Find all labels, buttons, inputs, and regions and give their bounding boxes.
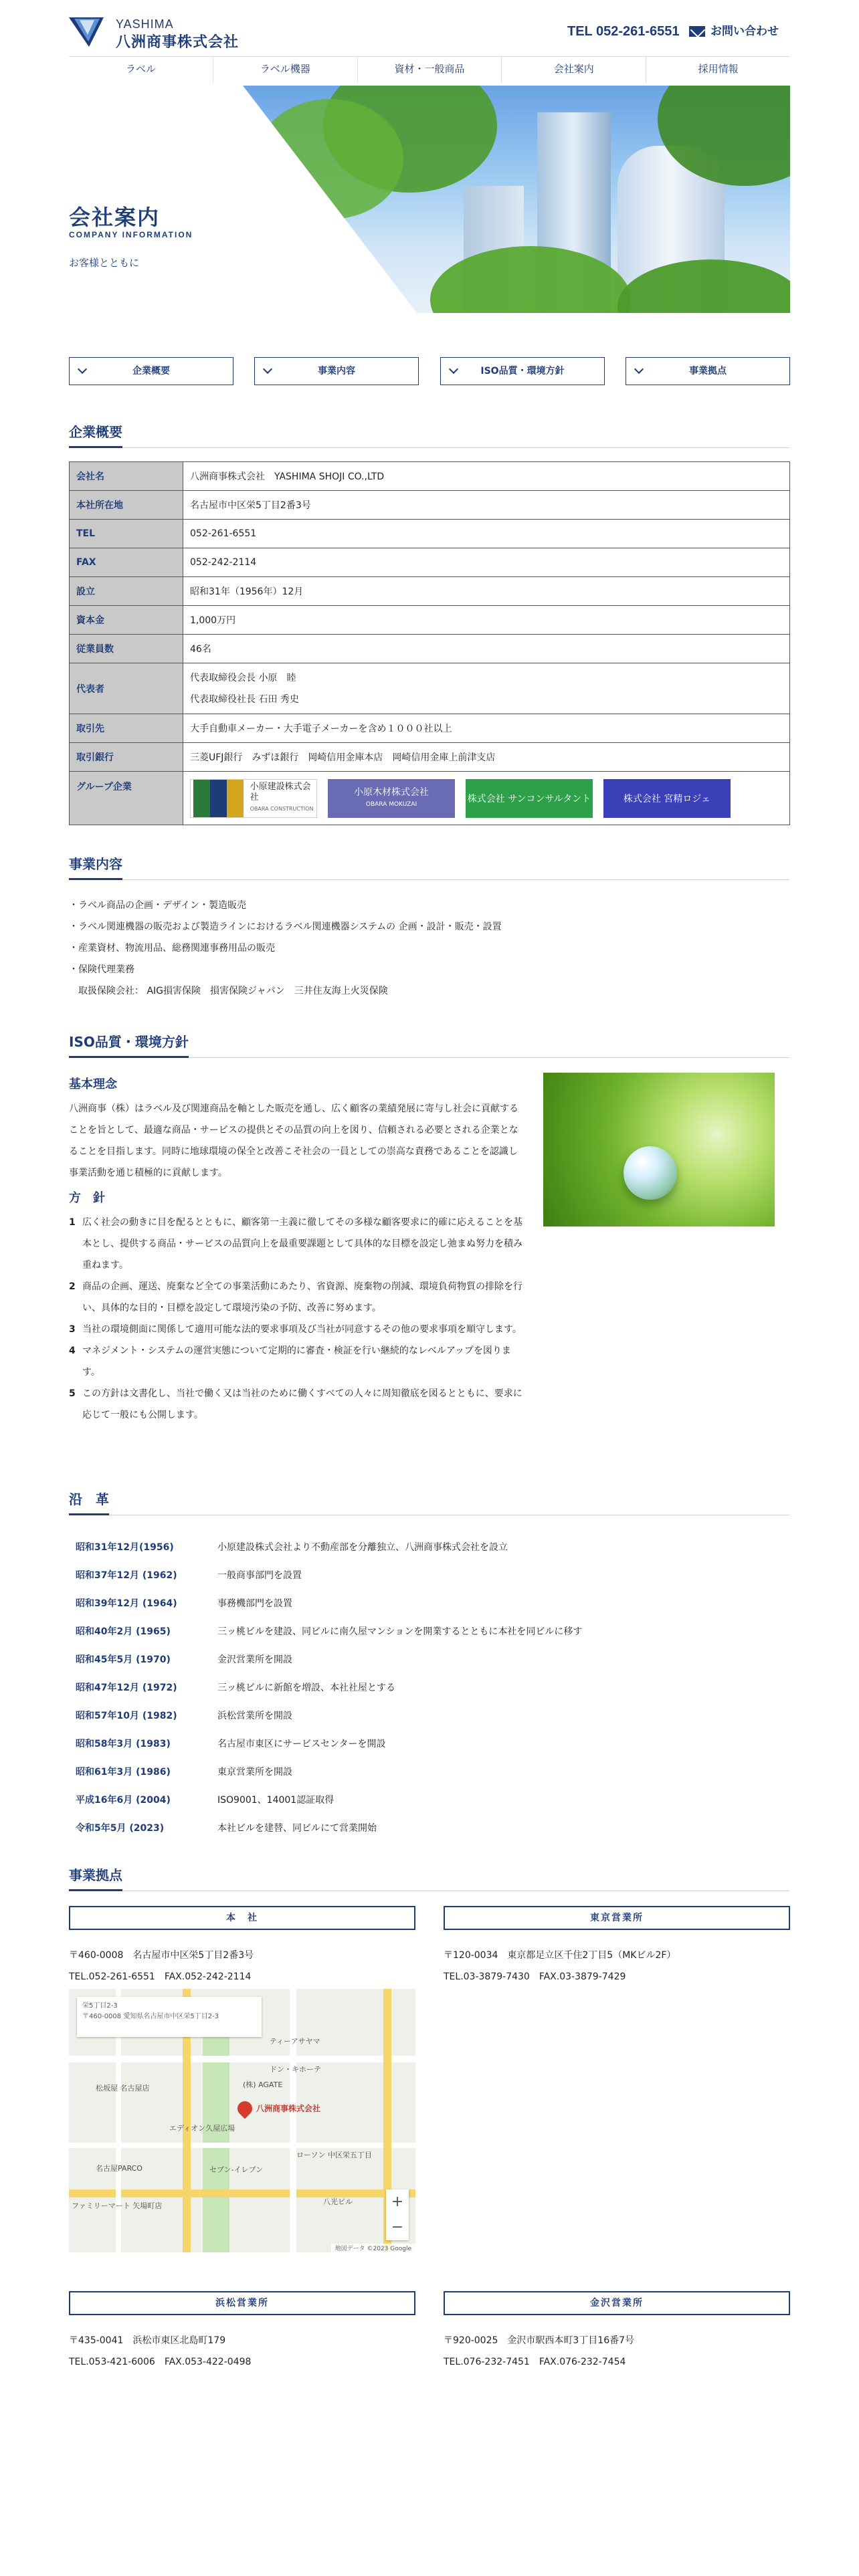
history-year: 令和5年5月 (2023) — [76, 1823, 165, 1834]
table-row — [69, 1561, 790, 1589]
group-name — [250, 782, 316, 815]
anchor-offices-button[interactable] — [626, 357, 790, 385]
table-key: 資本金 — [70, 606, 183, 635]
table-value: 46名 — [183, 635, 790, 663]
table-row — [70, 663, 790, 714]
history-event: 三ッ桃ビルに新館を増設、本社社屋とする — [217, 1683, 395, 1693]
section-heading-overview — [69, 421, 790, 448]
office-address-block — [444, 2330, 790, 2373]
office-tel: TEL.03-3879-7430 FAX.03-3879-7429 — [444, 1971, 626, 1982]
table-value — [183, 663, 790, 714]
google-map[interactable] — [69, 1989, 415, 2252]
contact-link[interactable] — [689, 21, 779, 40]
table-value: 昭和31年（1956年）12月 — [183, 577, 790, 606]
representative-president: 代表取締役社長 石田 秀史 — [190, 693, 299, 705]
policy-text: この方針は文書化し、当社で働く又は当社のために働くすべての人々に周知徹底を図るとともに、要求に応じて一般にも公開します。 — [82, 1388, 522, 1420]
nav-item-label-equipment[interactable]: ラベル機器 — [213, 57, 358, 83]
table-value: 1,000万円 — [183, 606, 790, 635]
table-row — [70, 520, 790, 548]
office-tel: TEL.052-261-6551 FAX.052-242-2114 — [69, 1971, 252, 1982]
history-event: 一般商事部門を設置 — [217, 1570, 302, 1581]
policy-number: 3 — [69, 1324, 76, 1335]
table-key: FAX — [70, 548, 183, 577]
chevron-down-icon — [78, 364, 87, 374]
policy-text: 広く社会の動きに目を配るとともに、顧客第一主義に徹してその多様な顧客要求に的確に応えることを基本とし、提供する商品・サービスの品質向上を最重要課題として具体的な目標を設定し弛まぬ努力を積み重ねます。 — [82, 1217, 522, 1271]
history-table — [69, 1533, 790, 1842]
site-header — [0, 0, 859, 53]
map-road — [290, 1989, 296, 2252]
list-item — [69, 1212, 524, 1276]
group-logo-sun-consultant[interactable] — [466, 779, 593, 818]
map-info-title: 栄5丁目2-3 — [82, 2002, 118, 2010]
section-heading-text: 事業内容 — [69, 853, 122, 880]
logo-stripe-icon — [210, 780, 227, 817]
table-row — [70, 548, 790, 577]
header-tel[interactable]: TEL 052-261-6551 — [567, 24, 680, 39]
history-event: 金沢営業所を開設 — [217, 1654, 292, 1665]
list-item: 取扱保険会社： AIG損害保険 損害保険ジャパン 三井住友海上火災保険 — [69, 986, 388, 996]
table-row — [69, 1645, 790, 1673]
table-key: 代表者 — [70, 663, 183, 714]
chevron-down-icon — [263, 364, 272, 374]
table-row — [70, 772, 790, 825]
map-label: ファミリーマート 矢場町店 — [72, 2202, 163, 2210]
office-tel: TEL.076-232-7451 FAX.076-232-7454 — [444, 2357, 626, 2367]
table-value: 大手自動車メーカー・大手電子メーカーを含め１０００社以上 — [183, 714, 790, 743]
basic-principle-text: 八洲商事（株）はラベル及び関連商品を軸とした販売を通し、広く顧客の業績発展に寄与し社会に貢献することを旨として、最適な商品・サービスの提供とその品質の向上を図り、信頼される必要とされる企業となることを目指します。同時に地球環境の保全と改善こそ社会の一員としての崇高な責務であることを認識し事業活動を通じ積極的に貢献します。 — [69, 1103, 518, 1178]
envelope-icon — [689, 26, 705, 37]
page-tagline: お客様とともに — [69, 257, 140, 269]
representative-chairman: 代表取締役会長 小原 睦 — [190, 672, 296, 683]
history-event: 本社ビルを建替、同ビルにて営業開始 — [217, 1823, 377, 1834]
logo-en: YASHIMA — [116, 17, 174, 31]
policy-number: 4 — [69, 1346, 76, 1356]
group-logo-miyasei[interactable] — [603, 779, 731, 818]
map-label: セブン-イレブン — [209, 2165, 264, 2174]
company-table — [69, 461, 790, 825]
history-event: 事務機部門を設置 — [217, 1598, 292, 1609]
history-event: 浜松営業所を開設 — [217, 1711, 292, 1721]
table-value: 052-242-2114 — [183, 548, 790, 577]
iso-globe-image — [543, 1073, 775, 1226]
group-logo-obara-mokuzai[interactable] — [328, 779, 455, 818]
office-tel: TEL.053-421-6006 FAX.053-422-0498 — [69, 2357, 252, 2367]
office-kanazawa — [444, 2291, 790, 2373]
anchor-label: ISO品質・環境方針 — [480, 366, 565, 377]
map-label: ドン・キホーテ — [270, 2065, 321, 2074]
table-row — [70, 635, 790, 663]
office-tokyo — [444, 1906, 790, 1988]
logo-stripe-icon — [193, 780, 210, 817]
section-heading-text: ISO品質・環境方針 — [69, 1031, 189, 1058]
group-name-text: 小原木材株式会社 — [354, 786, 429, 798]
office-address-block — [69, 2330, 415, 2373]
section-heading-text: 事業拠点 — [69, 1864, 122, 1891]
anchor-label: 事業内容 — [318, 366, 355, 377]
table-value: 八洲商事株式会社 YASHIMA SHOJI CO.,LTD — [183, 462, 790, 491]
list-item: ・保険代理業務 — [69, 964, 134, 975]
table-row — [69, 1786, 790, 1814]
list-item: ・産業資材、物流用品、総務関連事務用品の販売 — [69, 943, 275, 954]
history-year: 昭和57年10月 (1982) — [76, 1711, 177, 1721]
history-year: 昭和58年3月 (1983) — [76, 1739, 171, 1749]
list-item — [69, 1340, 524, 1383]
map-label: (株) AGATE — [243, 2080, 283, 2089]
section-heading-business — [69, 853, 790, 880]
table-row — [70, 577, 790, 606]
global-nav — [69, 56, 790, 83]
page-subtitle: COMPANY INFORMATION — [69, 230, 193, 239]
map-label: ローソン 中区栄五丁目 — [296, 2151, 373, 2159]
section-heading-iso — [69, 1031, 790, 1058]
zoom-out-button[interactable]: − — [391, 2219, 404, 2236]
office-address-block — [444, 1945, 790, 1988]
history-event: 東京営業所を開設 — [217, 1767, 292, 1778]
table-value: 052-261-6551 — [183, 520, 790, 548]
map-pin-label: 八洲商事株式会社 — [256, 2104, 321, 2113]
table-key: 会社名 — [70, 462, 183, 491]
anchor-business-button[interactable] — [254, 357, 419, 385]
anchor-label: 企業概要 — [132, 366, 170, 377]
globe-icon — [624, 1146, 677, 1200]
table-row — [70, 606, 790, 635]
table-row — [70, 491, 790, 520]
map-attribution: 地図データ ©2023 Google — [331, 2244, 415, 2252]
policy-number: 2 — [69, 1281, 76, 1292]
group-name-text: 小原建設株式会社 — [250, 782, 311, 802]
contact-label: お問い合わせ — [710, 25, 779, 38]
table-key: 本社所在地 — [70, 491, 183, 520]
history-year: 昭和40年2月 (1965) — [76, 1626, 171, 1637]
group-companies — [183, 772, 790, 825]
table-row — [69, 1617, 790, 1645]
table-key: グループ企業 — [70, 772, 183, 825]
logo-stripe-icon — [227, 780, 244, 817]
map-zoom-control — [386, 2189, 409, 2240]
chevron-down-icon — [634, 364, 644, 374]
nav-item-recruit[interactable]: 採用情報 — [698, 63, 739, 75]
table-row — [70, 462, 790, 491]
table-key: 設立 — [70, 577, 183, 606]
anchor-iso-button[interactable] — [440, 357, 605, 385]
table-key: 従業員数 — [70, 635, 183, 663]
group-logo-obara-kensetsu[interactable] — [190, 779, 317, 818]
history-year: 昭和39年12月 (1964) — [76, 1598, 177, 1609]
map-label: 松坂屋 名古屋店 — [96, 2084, 150, 2092]
history-year: 昭和61年3月 (1986) — [76, 1767, 171, 1778]
policy-text: マネジメント・システムの運営実態について定期的に審査・検証を行い継続的なレベルアップを図ります。 — [82, 1346, 511, 1378]
map-info-card[interactable] — [77, 1997, 262, 2037]
table-row — [69, 1533, 790, 1561]
office-hamamatsu — [69, 2291, 415, 2373]
section-heading-history — [69, 1489, 790, 1515]
section-heading-offices — [69, 1864, 790, 1891]
table-row — [69, 1729, 790, 1757]
group-sub-text: OBARA CONSTRUCTION — [250, 806, 314, 812]
basic-principle-title: 基本理念 — [69, 1077, 117, 1091]
logo-mark-icon — [69, 17, 104, 47]
chevron-down-icon — [449, 364, 458, 374]
office-name: 東京営業所 — [444, 1906, 790, 1930]
history-year: 昭和31年12月(1956) — [76, 1542, 174, 1553]
history-event: 名古屋市東区にサービスセンターを開設 — [217, 1739, 386, 1749]
office-address: 〒120-0034 東京都足立区千住2丁目5（MKビル2F） — [444, 1950, 676, 1961]
policy-number: 5 — [69, 1388, 76, 1399]
office-address-block — [69, 1945, 415, 1988]
office-address: 〒460-0008 名古屋市中区栄5丁目2番3号 — [69, 1950, 254, 1961]
table-row — [70, 743, 790, 772]
office-name: 浜松営業所 — [69, 2291, 415, 2315]
business-list — [69, 895, 790, 1002]
policy-list — [69, 1212, 524, 1426]
policy-text: 当社の環境側面に関係して適用可能な法的要求事項及び当社が同意するその他の要求事項を順守します。 — [82, 1324, 522, 1335]
table-key: 取引先 — [70, 714, 183, 743]
table-value: 三菱UFJ銀行 みずほ銀行 岡崎信用金庫本店 岡崎信用金庫上前津支店 — [183, 743, 790, 772]
table-key: TEL — [70, 520, 183, 548]
history-year: 昭和47年12月 (1972) — [76, 1683, 177, 1693]
zoom-in-button[interactable]: + — [391, 2193, 404, 2210]
nav-item-label[interactable]: ラベル — [69, 57, 213, 83]
map-label: エディオン久屋広場 — [169, 2124, 235, 2133]
policy-text: 商品の企画、運送、廃棄など全ての事業活動にあたり、省資源、廃棄物の削減、環境負荷物質の排除を行い、具体的な目的・目標を設定して環境汚染の予防、改善に努めます。 — [82, 1281, 522, 1313]
table-row — [69, 1673, 790, 1701]
iso-policy — [69, 1074, 524, 1426]
group-name-text: 株式会社 サンコンサルタント — [467, 793, 591, 804]
table-value: 名古屋市中区栄5丁目2番3号 — [183, 491, 790, 520]
nav-item-materials[interactable]: 資材・一般商品 — [358, 57, 502, 83]
section-heading-text: 企業概要 — [69, 421, 122, 448]
table-row — [69, 1701, 790, 1729]
history-event: ISO9001、14001認証取得 — [217, 1795, 335, 1806]
company-logo[interactable] — [69, 15, 270, 49]
table-row — [69, 1757, 790, 1786]
table-row — [69, 1589, 790, 1617]
map-label: 名古屋PARCO — [96, 2164, 142, 2173]
history-event: 三ッ桃ビルを建設、同ビルに南久屋マンションを開業するとともに本社を同ビルに移す — [217, 1626, 583, 1637]
history-year: 昭和37年12月 (1962) — [76, 1570, 177, 1581]
map-info-address: 〒460-0008 愛知県名古屋市中区栄5丁目2-3 — [82, 2013, 219, 2020]
list-item — [69, 1319, 524, 1340]
office-name: 本 社 — [69, 1906, 415, 1930]
nav-item-company[interactable]: 会社案内 — [502, 57, 646, 83]
policy-title: 方 針 — [69, 1191, 105, 1205]
office-address: 〒920-0025 金沢市駅西本町3丁目16番7号 — [444, 2335, 635, 2346]
section-anchors — [69, 357, 790, 385]
group-sub-text: OBARA MOKUZAI — [365, 800, 417, 808]
history-year: 昭和45年5月 (1970) — [76, 1654, 171, 1665]
map-park — [203, 2016, 229, 2252]
page-title: 会社案内 — [69, 205, 161, 230]
table-row — [70, 714, 790, 743]
section-heading-text: 沿 革 — [69, 1489, 109, 1515]
anchor-overview-button[interactable] — [69, 357, 233, 385]
hero-image — [69, 86, 790, 313]
list-item: ・ラベル関連機器の販売および製造ラインにおけるラベル関連機器システムの 企画・設計・販売・設置 — [69, 922, 502, 932]
map-label: 八光ビル — [323, 2197, 353, 2206]
list-item — [69, 1383, 524, 1426]
office-name: 金沢営業所 — [444, 2291, 790, 2315]
table-row — [69, 1814, 790, 1842]
list-item — [69, 1276, 524, 1319]
group-name-text: 株式会社 宮精ロジェ — [623, 793, 711, 804]
list-item: ・ラベル商品の企画・デザイン・製造販売 — [69, 900, 247, 911]
map-label: ティーアサヤマ — [270, 2037, 320, 2046]
history-year: 平成16年6月 (2004) — [76, 1795, 171, 1806]
map-pin-icon[interactable] — [234, 2098, 255, 2119]
logo-jp: 八洲商事株式会社 — [116, 34, 240, 51]
anchor-label: 事業拠点 — [689, 366, 727, 377]
office-address: 〒435-0041 浜松市東区北島町179 — [69, 2335, 226, 2346]
history-event: 小原建設株式会社より不動産部を分離独立、八洲商事株式会社を設立 — [217, 1542, 508, 1553]
policy-number: 1 — [69, 1217, 76, 1228]
office-head — [69, 1906, 415, 1988]
table-key: 取引銀行 — [70, 743, 183, 772]
